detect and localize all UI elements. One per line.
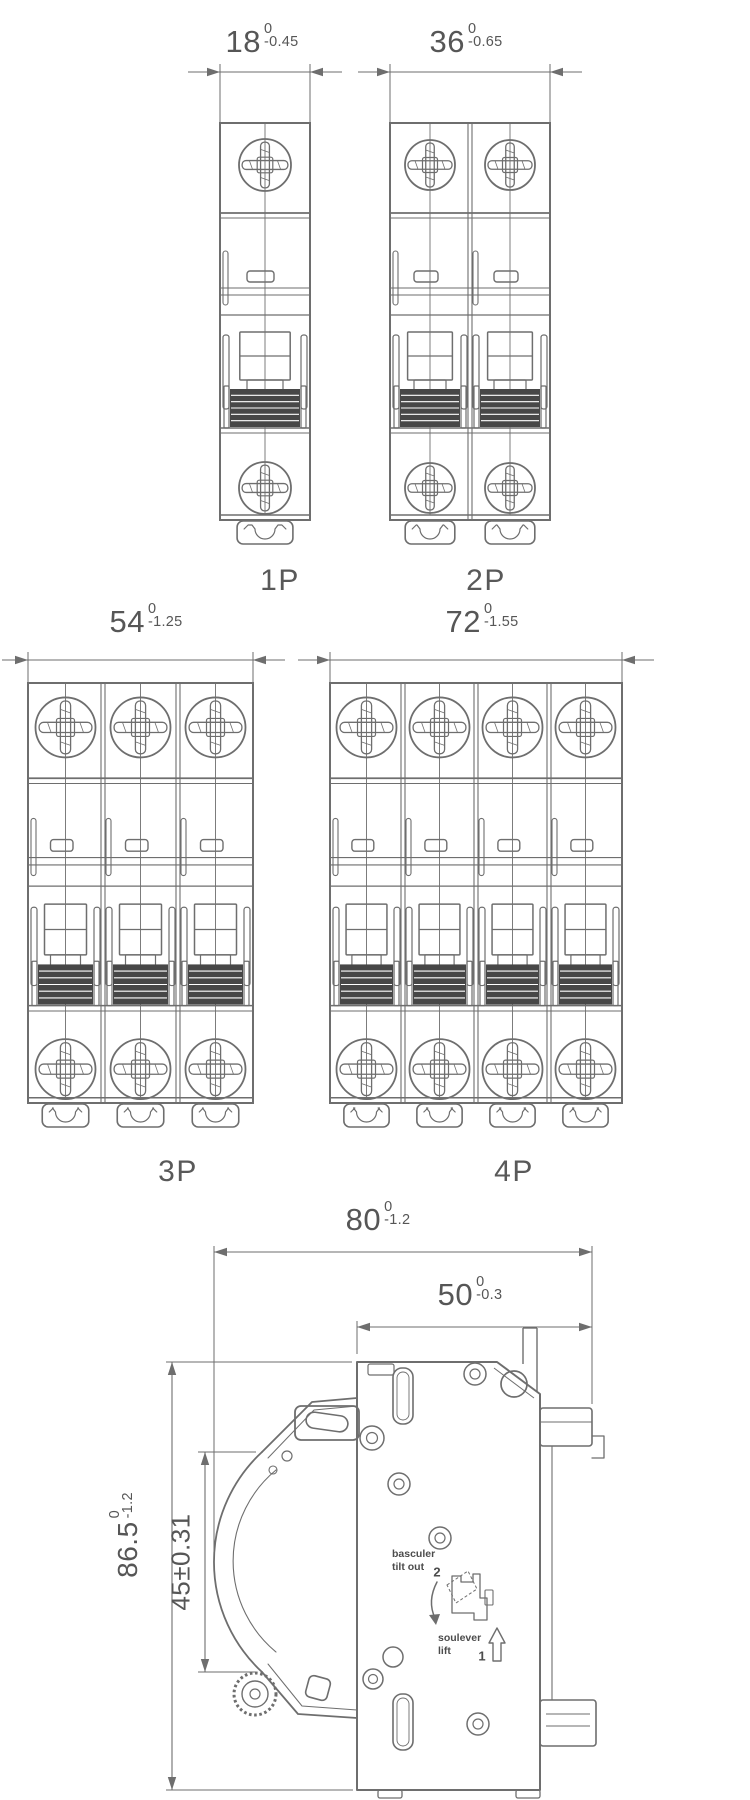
step-number-tilt-out: 2 — [433, 1564, 441, 1580]
dim-depth-body — [437, 1273, 503, 1313]
dim-height-total — [106, 1492, 144, 1578]
dim-width-4p — [445, 600, 519, 640]
dim-value: 50 — [437, 1277, 474, 1312]
annotation-line-fr: basculer — [392, 1548, 436, 1560]
label-4p: 4P — [494, 1155, 534, 1188]
annotation-line-en: lift — [438, 1644, 451, 1657]
dim-width-3p — [109, 600, 183, 640]
dim-value: 54 — [109, 604, 145, 639]
dim-value: 72 — [445, 604, 481, 639]
annotation-line-en: tilt out — [392, 1560, 425, 1573]
dim-value: 86.5 — [112, 1521, 143, 1578]
dim-tolerance: 0 -0.45 — [263, 20, 299, 50]
dim-depth-total — [345, 1198, 411, 1238]
dim-width-2p — [429, 20, 503, 60]
dim-value: 36 — [429, 24, 465, 59]
annotation-line-fr: soulever — [438, 1632, 482, 1644]
dim-tolerance: 0 -1.25 — [147, 600, 183, 630]
dim-tolerance: 0 -1.2 — [384, 1198, 411, 1228]
label-2p: 2P — [466, 564, 506, 597]
dim-value: 80 — [345, 1202, 382, 1237]
label-1p: 1P — [260, 564, 300, 597]
dim-front-section-height — [166, 1513, 197, 1610]
dim-tolerance: 0 -1.2 — [106, 1492, 136, 1519]
annotation-lift — [438, 1632, 481, 1657]
dim-value: 18 — [225, 24, 261, 59]
dim-tolerance: 0 -1.55 — [483, 600, 519, 630]
annotation-tilt-out — [392, 1548, 435, 1573]
dim-tolerance: 0 -0.3 — [476, 1273, 503, 1303]
step-number-lift: 1 — [478, 1648, 486, 1664]
dim-width-1p — [225, 20, 299, 60]
dim-tolerance: 0 -0.65 — [467, 20, 503, 50]
label-3p: 3P — [158, 1155, 198, 1188]
dim-value: 45±0.31 — [165, 1513, 196, 1611]
